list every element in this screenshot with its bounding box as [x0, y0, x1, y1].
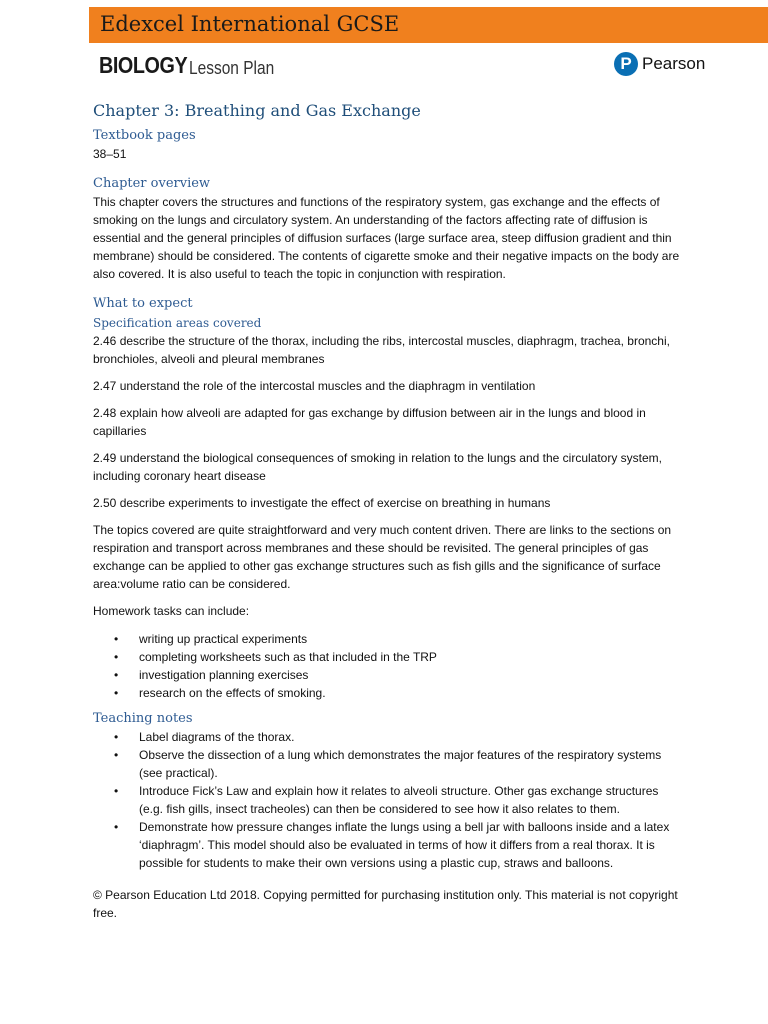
list-item: • Label diagrams of the thorax. [93, 728, 683, 746]
homework-intro: Homework tasks can include: [93, 604, 250, 618]
subject-heading [99, 52, 275, 79]
list-item: • research on the effects of smoking. [93, 684, 683, 702]
textbook-heading: Textbook pages [93, 128, 196, 143]
expect-heading: What to expect [93, 296, 193, 311]
overview-heading: Chapter overview [93, 176, 211, 191]
document-body [93, 100, 683, 922]
copyright-footer: © Pearson Education Ltd 2018. Copying permitted for purchasing institution only. This material is not copyright free. [93, 888, 678, 920]
spec-item: 2.48 explain how alveoli are adapted for gas exchange by diffusion between air in the lungs and blood in capillaries [93, 406, 646, 438]
spec-heading: Specification areas covered [93, 316, 262, 330]
pearson-logo [614, 52, 705, 76]
list-item: • Introduce Fick’s Law and explain how it relates to alveoli structure. Other gas exchange structures (e.g. fish gills, insect tracheoles) can then be considered to see how it also relates to them. [93, 782, 683, 818]
topics-text: The topics covered are quite straightforward and very much content driven. There are links to the sections on respiration and transport across membranes and these should be revisited. The general principles of gas exchange can be applied to other gas exchange structures such as fish gills and the significance of surface area:volume ratio can be considered. [93, 523, 672, 591]
spec-item: 2.46 describe the structure of the thorax, including the ribs, intercostal muscles, diaphragm, trachea, bronchi, bronchioles, alveoli and pleural membranes [93, 334, 670, 366]
list-item: • investigation planning exercises [93, 666, 683, 684]
banner-title: Edexcel International GCSE [100, 12, 400, 36]
list-item: • Demonstrate how pressure changes inflate the lungs using a bell jar with balloons inside and a latex ‘diaphragm’. This model should also be evaluated in terms of how it differs from a real thorax. It is possible for students to make their own versions using a plastic cup, straws and balloons. [93, 818, 683, 872]
pearson-logo-icon: P [614, 52, 638, 76]
doc-type-label: Lesson Plan [189, 58, 275, 78]
textbook-pages: 38–51 [93, 147, 127, 161]
spec-item: 2.49 understand the biological consequences of smoking in relation to the lungs and the circulatory system, including coronary heart disease [93, 451, 663, 483]
pearson-wordmark: Pearson [642, 54, 706, 73]
list-item: • writing up practical experiments [93, 630, 683, 648]
overview-text: This chapter covers the structures and functions of the respiratory system, gas exchange and the effects of smoking on the lungs and circulatory system. An understanding of the factors affecting rate of diffusion is essential and the general principles of diffusion surfaces (large surface area, steep diffusion gradient and thin membrane) should be considered. The contents of cigarette smoke and their negative impacts on the body are also covered. It is also useful to teach the topic in conjunction with respiration. [93, 195, 680, 281]
chapter-title: Chapter 3: Breathing and Gas Exchange [93, 101, 421, 120]
spec-item: 2.50 describe experiments to investigate the effect of exercise on breathing in humans [93, 496, 551, 510]
homework-list [93, 630, 683, 702]
list-item: • completing worksheets such as that included in the TRP [93, 648, 683, 666]
teaching-heading: Teaching notes [93, 711, 193, 726]
teaching-list [93, 728, 683, 872]
subject-label: BIOLOGY [99, 52, 188, 78]
header-banner [89, 7, 768, 43]
spec-item: 2.47 understand the role of the intercostal muscles and the diaphragm in ventilation [93, 379, 536, 393]
list-item: • Observe the dissection of a lung which demonstrates the major features of the respiratory systems (see practical). [93, 746, 683, 782]
